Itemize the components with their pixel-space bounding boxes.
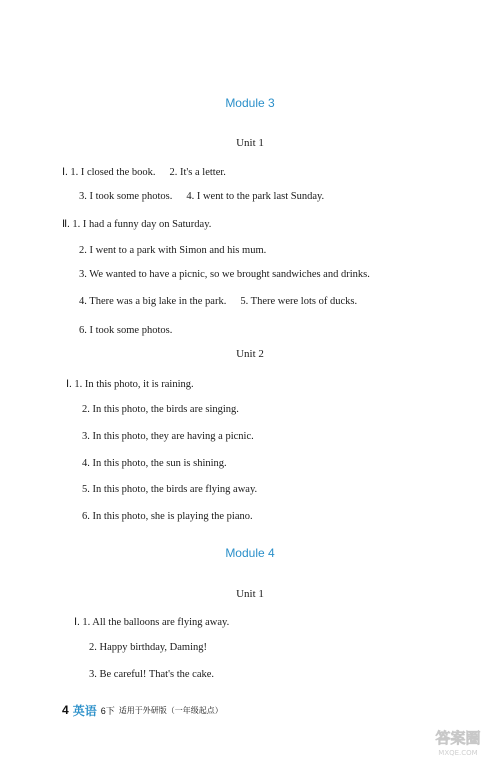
answer-line: 2. Happy birthday, Daming!: [89, 642, 208, 653]
edition-label: 适用于外研版（一年级起点）: [118, 705, 223, 715]
answer-line: [79, 245, 266, 256]
answer-line: [79, 269, 370, 280]
answer-line: [62, 166, 226, 178]
answer-text: 2. It's a letter.: [169, 167, 226, 178]
module-4-unit-1-title: Unit 1: [236, 588, 264, 600]
answer-line: [62, 218, 211, 230]
answer-line: 3. Be careful! That's the cake.: [89, 669, 215, 680]
page-number: 4: [62, 703, 69, 717]
answer-line: Ⅰ. 1. In this photo, it is raining.: [66, 379, 194, 390]
answer-line: Ⅰ. 1. All the balloons are flying away.: [74, 617, 230, 628]
answer-text: 6. I took some photos.: [79, 325, 173, 336]
answer-text: 4. I went to the park last Sunday.: [186, 191, 325, 202]
watermark-text: 答案圈: [435, 729, 481, 747]
answer-line: [79, 325, 172, 336]
watermark-subtext: MXQE.COM: [438, 749, 478, 757]
watermark-logo-icon: [422, 724, 494, 758]
answer-text: 3. We wanted to have a picnic, so we brought sandwiches and drinks.: [79, 269, 370, 280]
subject-label: 英语: [72, 703, 97, 718]
page-footer: [62, 702, 223, 718]
grade-label: 6下: [100, 705, 115, 716]
answer-text: 3. I took some photos.: [79, 191, 173, 202]
answer-line: 4. In this photo, the sun is shining.: [82, 458, 227, 469]
module-3-unit-2-title: Unit 2: [236, 348, 264, 360]
answer-text: 4. There was a big lake in the park.: [79, 296, 227, 307]
answer-text: Ⅱ. 1. I had a funny day on Saturday.: [62, 219, 212, 230]
answer-text: Ⅰ. 1. I closed the book.: [62, 167, 156, 178]
answer-text: 2. I went to a park with Simon and his mum.: [79, 245, 267, 256]
module-3-title: Module 3: [225, 96, 275, 110]
answer-text: 5. There were lots of ducks.: [240, 296, 358, 307]
module-4-title: Module 4: [225, 546, 275, 560]
answer-line: 3. In this photo, they are having a picnic.: [82, 431, 254, 442]
answer-line: 6. In this photo, she is playing the piano.: [82, 511, 253, 522]
answer-line: 2. In this photo, the birds are singing.: [82, 404, 239, 415]
answer-line: 5. In this photo, the birds are flying away.: [82, 484, 258, 495]
watermark-logo: [422, 724, 494, 758]
module-3-unit-1-title: Unit 1: [236, 137, 264, 149]
answer-line: [79, 191, 324, 202]
answer-line: [79, 296, 357, 307]
